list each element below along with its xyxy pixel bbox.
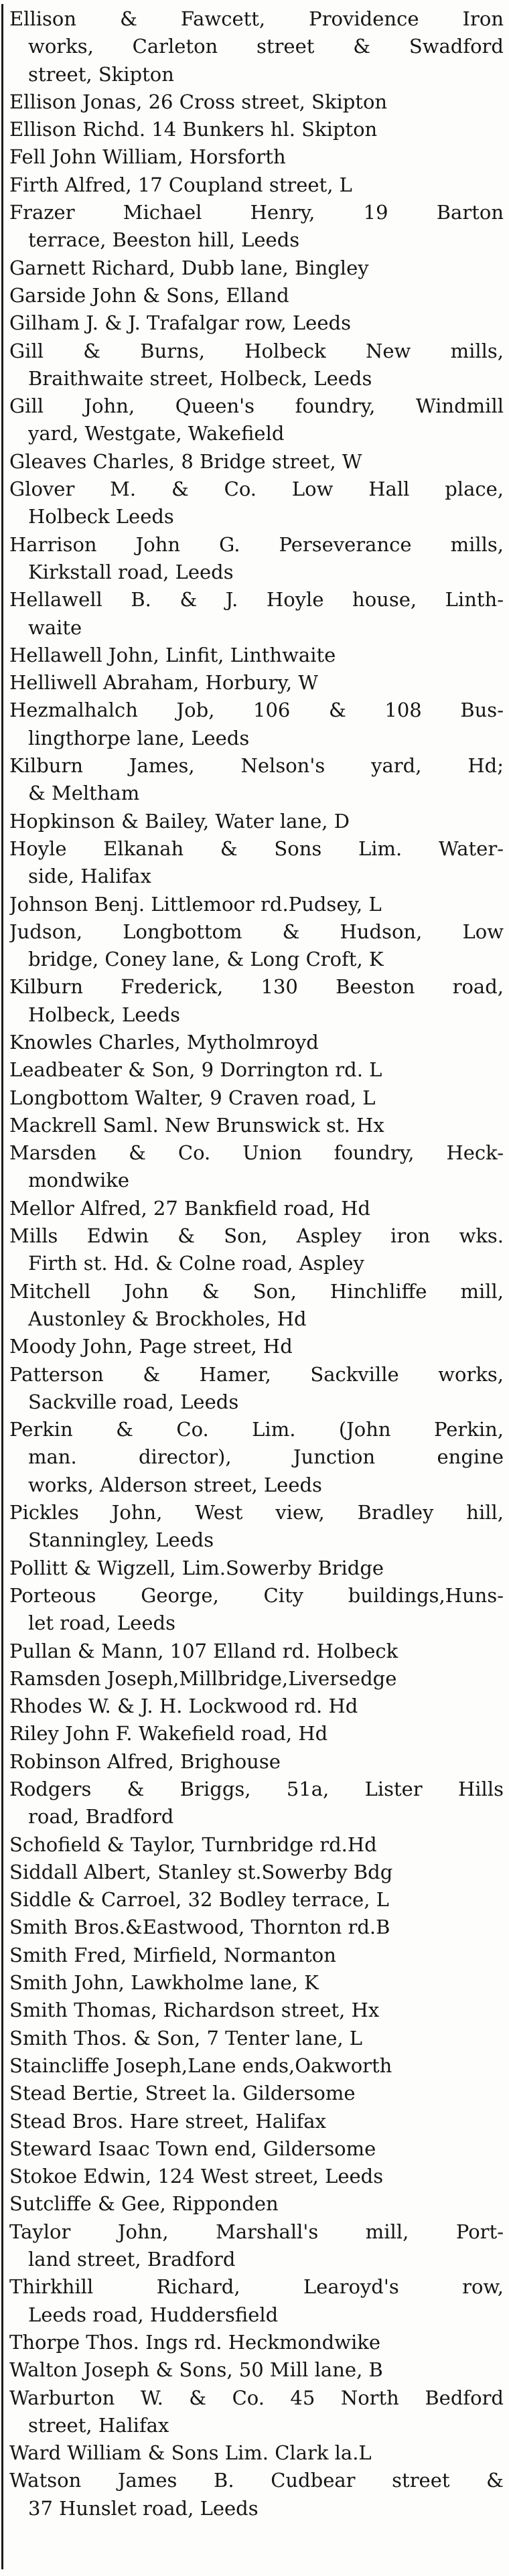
entry-name-line: Hellawell John, Linfit, Linthwaite (9, 643, 336, 666)
entry-continuation-line: Braithwaite street, Holbeck, Leeds (28, 366, 372, 390)
directory-entry (9, 2025, 504, 2052)
entry-continuation-line: Holbeck, Leeds (28, 1003, 181, 1026)
entry-name-line: Staincliffe Joseph,Lane ends,Oakworth (9, 2054, 392, 2077)
entry-name-line: Longbottom Walter, 9 Craven road, L (9, 1086, 376, 1109)
entry-continuation-line: side, Halifax (28, 865, 151, 888)
directory-entry (9, 1831, 504, 1859)
directory-entry (9, 1886, 504, 1914)
directory-column (9, 5, 504, 2522)
entry-name-line: Judson, Longbottom & Hudson, Low (9, 920, 504, 943)
directory-entry (9, 2467, 504, 2522)
entry-continuation-line: yard, Westgate, Wakefield (28, 422, 285, 445)
directory-entry (9, 752, 504, 808)
directory-entry (9, 1942, 504, 1969)
entry-name-line: Patterson & Hamer, Sackville works, (9, 1362, 504, 1386)
directory-entry (9, 309, 504, 337)
directory-entry (9, 1333, 504, 1360)
entry-continuation-line: waite (28, 616, 82, 639)
directory-entry (9, 891, 504, 918)
entry-name-line: Warburton W. & Co. 45 North Bedford (9, 2386, 504, 2409)
entry-name-line: Thorpe Thos. Ings rd. Heckmondwike (9, 2330, 381, 2354)
entry-name-line: Pullan & Mann, 107 Elland rd. Holbeck (9, 1639, 398, 1662)
directory-entry (9, 1112, 504, 1139)
directory-entry (9, 1361, 504, 1417)
entry-name-line: Garnett Richard, Dubb lane, Bingley (9, 256, 369, 279)
directory-entry (9, 2329, 504, 2356)
entry-continuation-line: man. director), Junction engine (28, 1445, 504, 1469)
directory-entry (9, 476, 504, 531)
entry-name-line: Ellison & Fawcett, Providence Iron (9, 7, 504, 30)
entry-name-line: Mitchell John & Son, Hinchliffe mill, (9, 1279, 504, 1303)
entry-continuation-line: let road, Leeds (28, 1612, 175, 1635)
directory-entry (9, 1776, 504, 1831)
directory-entry (9, 1056, 504, 1084)
directory-entry (9, 1997, 504, 2024)
directory-entry (9, 697, 504, 752)
entry-name-line: Smith Thomas, Richardson street, Hx (9, 1999, 380, 2022)
directory-entry (9, 586, 504, 642)
entry-name-line: Taylor John, Marshall's mill, Port- (9, 2220, 504, 2243)
entry-continuation-line: 37 Hunslet road, Leeds (28, 2496, 259, 2520)
entry-name-line: Firth Alfred, 17 Coupland street, L (9, 173, 352, 196)
directory-entry (9, 1555, 504, 1582)
directory-entry (9, 1278, 504, 1334)
entry-name-line: Smith Thos. & Son, 7 Tenter lane, L (9, 2026, 363, 2050)
entry-name-line: Knowles Charles, Mytholmroyd (9, 1030, 319, 1054)
directory-entry (9, 2439, 504, 2467)
directory-entry (9, 2135, 504, 2163)
directory-entry (9, 2108, 504, 2135)
entry-name-line: Ward William & Sons Lim. Clark la.L (9, 2441, 372, 2465)
entry-name-line: Steward Isaac Town end, Gildersome (9, 2137, 376, 2160)
entry-continuation-line: mondwike (28, 1169, 130, 1192)
directory-entry (9, 2273, 504, 2329)
entry-name-line: Fell John William, Horsforth (9, 145, 286, 169)
directory-entry (9, 1859, 504, 1886)
entry-name-line: Garside John & Sons, Elland (9, 283, 289, 307)
entry-name-line: Mills Edwin & Son, Aspley iron wks. (9, 1224, 504, 1248)
directory-entry (9, 808, 504, 835)
entry-continuation-line: Firth st. Hd. & Colne road, Aspley (28, 1252, 364, 1275)
directory-entry (9, 143, 504, 171)
entry-continuation-line: works, Carleton street & Swadford (28, 35, 504, 58)
entry-continuation-line: Kirkstall road, Leeds (28, 560, 234, 583)
directory-entry (9, 255, 504, 282)
entry-continuation-line: Sackville road, Leeds (28, 1390, 239, 1413)
entry-name-line: Hellawell B. & J. Hoyle house, Linth- (9, 588, 504, 612)
entry-name-line: Porteous George, City buildings,Huns- (9, 1583, 504, 1607)
directory-entry (9, 669, 504, 697)
directory-entry (9, 1084, 504, 1112)
entry-name-line: Robinson Alfred, Brighouse (9, 1749, 281, 1773)
directory-entry (9, 973, 504, 1029)
entry-name-line: Stead Bertie, Street la. Gildersome (9, 2082, 356, 2105)
directory-entry (9, 2080, 504, 2107)
entry-name-line: Pollitt & Wigzell, Lim.Sowerby Bridge (9, 1556, 384, 1579)
entry-name-line: Ellison Jonas, 26 Cross street, Skipton (9, 90, 388, 113)
entry-name-line: Smith Fred, Mirfield, Normanton (9, 1943, 336, 1966)
entry-name-line: Kilburn Frederick, 130 Beeston road, (9, 975, 504, 999)
entry-name-line: Ramsden Joseph,Millbridge,Liversedge (9, 1666, 397, 1690)
entry-continuation-line: Stanningley, Leeds (28, 1528, 214, 1552)
directory-entry (9, 171, 504, 199)
directory-entry (9, 1969, 504, 1997)
directory-entry (9, 1139, 504, 1195)
directory-entry (9, 1416, 504, 1499)
directory-entry (9, 1222, 504, 1278)
directory-entry (9, 116, 504, 143)
entry-name-line: Thirkhill Richard, Learoyd's row, (9, 2275, 504, 2299)
entry-name-line: Stead Bros. Hare street, Halifax (9, 2109, 326, 2133)
entry-name-line: Stokoe Edwin, 124 West street, Leeds (9, 2165, 384, 2188)
entry-name-line: Schofield & Taylor, Turnbridge rd.Hd (9, 1833, 377, 1856)
directory-entry (9, 1665, 504, 1693)
directory-entry (9, 1720, 504, 1747)
entry-continuation-line: street, Skipton (28, 62, 174, 86)
entry-name-line: Kilburn James, Nelson's yard, Hd; (9, 754, 504, 778)
entry-name-line: Moody John, Page street, Hd (9, 1335, 293, 1358)
directory-entry (9, 199, 504, 255)
directory-entry (9, 2218, 504, 2274)
entry-name-line: Mellor Alfred, 27 Bankfield road, Hd (9, 1196, 370, 1220)
entry-continuation-line: & Meltham (28, 782, 140, 805)
entry-name-line: Siddle & Carroel, 32 Bodley terrace, L (9, 1888, 389, 1912)
directory-entry (9, 448, 504, 476)
entry-name-line: Watson James B. Cudbear street & (9, 2469, 504, 2492)
entry-name-line: Frazer Michael Henry, 19 Barton (9, 201, 504, 224)
entry-name-line: Rodgers & Briggs, 51a, Lister Hills (9, 1778, 504, 1800)
directory-entry (9, 1195, 504, 1222)
entry-continuation-line: Leeds road, Huddersfield (28, 2303, 279, 2326)
entry-name-line: Siddall Albert, Stanley st.Sowerby Bdg (9, 1860, 393, 1883)
entry-name-line: Hopkinson & Bailey, Water lane, D (9, 809, 350, 833)
directory-entry (9, 88, 504, 116)
entry-name-line: Hezmalhalch Job, 106 & 108 Bus- (9, 699, 504, 722)
directory-entry (9, 1029, 504, 1056)
entry-continuation-line: lingthorpe lane, Leeds (28, 726, 250, 749)
directory-entry (9, 2163, 504, 2190)
directory-entry (9, 2190, 504, 2218)
entry-continuation-line: street, Halifax (28, 2413, 169, 2437)
entry-name-line: Harrison John G. Perseverance mills, (9, 532, 504, 556)
entry-name-line: Smith Bros.&Eastwood, Thornton rd.B (9, 1916, 390, 1939)
entry-name-line: Gill John, Queen's foundry, Windmill (9, 395, 504, 418)
entry-continuation-line: works, Alderson street, Leeds (28, 1473, 322, 1496)
entry-continuation-line: road, Bradford (28, 1805, 174, 1829)
entry-name-line: Helliwell Abraham, Horbury, W (9, 671, 319, 695)
entry-name-line: Riley John F. Wakefield road, Hd (9, 1722, 328, 1745)
directory-entry (9, 531, 504, 587)
directory-entry (9, 1638, 504, 1665)
entry-continuation-line: terrace, Beeston hill, Leeds (28, 228, 300, 252)
entry-continuation-line: Austonley & Brockholes, Hd (28, 1307, 307, 1330)
entry-continuation-line: bridge, Coney lane, & Long Croft, K (28, 948, 384, 971)
directory-entry (9, 338, 504, 393)
entry-name-line: Johnson Benj. Littlemoor rd.Pudsey, L (9, 892, 382, 916)
entry-name-line: Pickles John, West view, Bradley hill, (9, 1501, 504, 1524)
directory-entry (9, 1914, 504, 1941)
entry-name-line: Walton Joseph & Sons, 50 Mill lane, B (9, 2358, 383, 2382)
entry-name-line: Mackrell Saml. New Brunswick st. Hx (9, 1113, 384, 1137)
directory-entry (9, 1693, 504, 1720)
directory-entry (9, 918, 504, 974)
directory-entry (9, 2052, 504, 2080)
directory-entry (9, 2356, 504, 2384)
directory-entry (9, 392, 504, 448)
column-rule (1, 4, 3, 2569)
directory-entry (9, 2384, 504, 2440)
entry-name-line: Marsden & Co. Union foundry, Heck- (9, 1141, 504, 1165)
entry-name-line: Smith John, Lawkholme lane, K (9, 1971, 319, 1995)
entry-name-line: Sutcliffe & Gee, Ripponden (9, 2192, 279, 2216)
entry-name-line: Gill & Burns, Holbeck New mills, (9, 339, 504, 362)
entry-name-line: Rhodes W. & J. H. Lockwood rd. Hd (9, 1695, 358, 1718)
directory-entry (9, 835, 504, 891)
entry-name-line: Gilham J. & J. Trafalgar row, Leeds (9, 311, 351, 335)
entry-name-line: Glover M. & Co. Low Hall place, (9, 478, 504, 501)
entry-name-line: Ellison Richd. 14 Bunkers hl. Skipton (9, 118, 378, 141)
directory-entry (9, 1499, 504, 1555)
entry-name-line: Hoyle Elkanah & Sons Lim. Water- (9, 837, 504, 860)
entry-name-line: Leadbeater & Son, 9 Dorrington rd. L (9, 1058, 382, 1082)
entry-name-line: Gleaves Charles, 8 Bridge street, W (9, 449, 362, 473)
directory-entry (9, 642, 504, 669)
entry-continuation-line: land street, Bradford (28, 2248, 236, 2271)
directory-entry (9, 282, 504, 309)
directory-entry (9, 5, 504, 88)
entry-continuation-line: Holbeck Leeds (28, 505, 174, 528)
directory-entry (9, 1582, 504, 1638)
directory-entry (9, 1748, 504, 1776)
entry-name-line: Perkin & Co. Lim. (John Perkin, (9, 1418, 504, 1441)
